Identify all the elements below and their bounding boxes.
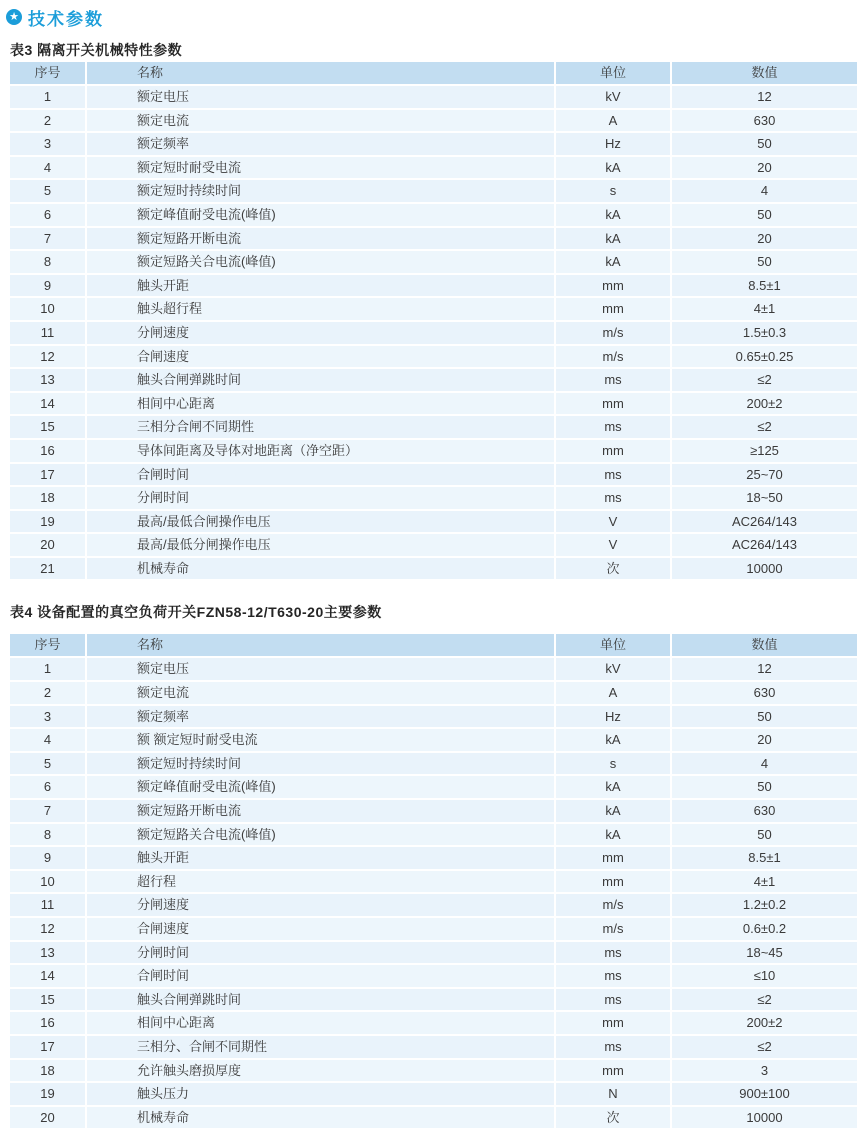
table-cell: mm — [555, 392, 671, 416]
table-cell: s — [555, 179, 671, 203]
table-cell: 19 — [10, 510, 86, 534]
table-cell: mm — [555, 846, 671, 870]
table-cell: 14 — [10, 964, 86, 988]
table-row — [10, 109, 857, 133]
table-cell: 20 — [671, 156, 857, 180]
table-cell: 最高/最低合闸操作电压 — [86, 510, 555, 534]
table-row — [10, 486, 857, 510]
table-cell: kV — [555, 85, 671, 109]
table-cell: ≤10 — [671, 964, 857, 988]
table-cell: A — [555, 681, 671, 705]
table-row — [10, 392, 857, 416]
table-cell: mm — [555, 870, 671, 894]
table-header-row — [10, 62, 857, 85]
table-cell: 4 — [671, 179, 857, 203]
table-cell: 额定电压 — [86, 85, 555, 109]
table-cell: ms — [555, 415, 671, 439]
table-row — [10, 415, 857, 439]
table-cell: 额定电压 — [86, 657, 555, 681]
table-row — [10, 1011, 857, 1035]
table-cell: 1 — [10, 85, 86, 109]
table-cell: 13 — [10, 368, 86, 392]
table-cell: kA — [555, 775, 671, 799]
table-cell: 3 — [10, 705, 86, 729]
table-cell: 25~70 — [671, 463, 857, 487]
table-cell: 50 — [671, 775, 857, 799]
table-cell: Hz — [555, 132, 671, 156]
table-cell: kA — [555, 728, 671, 752]
table-cell: 9 — [10, 274, 86, 298]
table-row — [10, 368, 857, 392]
table-row — [10, 227, 857, 251]
table-cell: s — [555, 752, 671, 776]
table-cell: 3 — [671, 1059, 857, 1083]
table-cell: 0.65±0.25 — [671, 345, 857, 369]
table-cell: ms — [555, 941, 671, 965]
table-row — [10, 799, 857, 823]
table-cell: 3 — [10, 132, 86, 156]
table-cell: 7 — [10, 227, 86, 251]
table-cell: 15 — [10, 988, 86, 1012]
table-cell: ≤2 — [671, 415, 857, 439]
table-cell: 4±1 — [671, 297, 857, 321]
table-cell: 额定电流 — [86, 681, 555, 705]
column-header: 单位 — [555, 634, 671, 657]
table-cell: 19 — [10, 1082, 86, 1106]
table-row — [10, 657, 857, 681]
table-cell: 1 — [10, 657, 86, 681]
table-cell: 200±2 — [671, 392, 857, 416]
table-cell: kA — [555, 227, 671, 251]
table-cell: 630 — [671, 681, 857, 705]
table-cell: 4 — [671, 752, 857, 776]
table-cell: 最高/最低分闸操作电压 — [86, 533, 555, 557]
table-cell: 50 — [671, 705, 857, 729]
table-row — [10, 250, 857, 274]
table-cell: 13 — [10, 941, 86, 965]
table-cell: mm — [555, 1011, 671, 1035]
table-cell: ms — [555, 463, 671, 487]
table-row — [10, 941, 857, 965]
table-row — [10, 510, 857, 534]
table-cell: 6 — [10, 203, 86, 227]
table-cell: 50 — [671, 823, 857, 847]
table-row — [10, 463, 857, 487]
table-header-row — [10, 634, 857, 657]
table-cell: 4 — [10, 156, 86, 180]
table-cell: 额定峰值耐受电流(峰值) — [86, 775, 555, 799]
table-cell: AC264/143 — [671, 533, 857, 557]
table-cell: ms — [555, 486, 671, 510]
table-cell: 分闸速度 — [86, 321, 555, 345]
table-cell: ms — [555, 1035, 671, 1059]
table-cell: 18~45 — [671, 941, 857, 965]
table4-caption: 表4 设备配置的真空负荷开关FZN58-12/T630-20主要参数 — [10, 604, 382, 621]
column-header: 单位 — [555, 62, 671, 85]
table-cell: 1.5±0.3 — [671, 321, 857, 345]
table-row — [10, 1106, 857, 1130]
table-cell: ms — [555, 988, 671, 1012]
table-cell: 630 — [671, 799, 857, 823]
table-cell: mm — [555, 439, 671, 463]
table-cell: 超行程 — [86, 870, 555, 894]
table-cell: 12 — [10, 917, 86, 941]
table-row — [10, 533, 857, 557]
table3-caption: 表3 隔离开关机械特性参数 — [10, 42, 183, 58]
table-cell: kA — [555, 823, 671, 847]
table-cell: 触头压力 — [86, 1082, 555, 1106]
table-row — [10, 870, 857, 894]
page-title-row — [6, 6, 857, 28]
table-cell: 20 — [10, 533, 86, 557]
table-cell: 200±2 — [671, 1011, 857, 1035]
table-cell: 20 — [10, 1106, 86, 1130]
table-cell: 导体间距离及导体对地距离（净空距） — [86, 439, 555, 463]
table-cell: 4 — [10, 728, 86, 752]
table-cell: 16 — [10, 439, 86, 463]
table-row — [10, 439, 857, 463]
table-cell: 16 — [10, 1011, 86, 1035]
table-cell: 允许触头磨损厚度 — [86, 1059, 555, 1083]
table-cell: 50 — [671, 250, 857, 274]
table-cell: kA — [555, 799, 671, 823]
table-cell: m/s — [555, 893, 671, 917]
table-cell: ≤2 — [671, 368, 857, 392]
table-row — [10, 321, 857, 345]
table-cell: 分闸时间 — [86, 941, 555, 965]
table-cell: 0.6±0.2 — [671, 917, 857, 941]
table-cell: 额定频率 — [86, 132, 555, 156]
table-cell: 2 — [10, 109, 86, 133]
table-cell: mm — [555, 274, 671, 298]
table-row — [10, 1035, 857, 1059]
table-cell: 合闸速度 — [86, 917, 555, 941]
table-cell: ≤2 — [671, 988, 857, 1012]
table-row — [10, 728, 857, 752]
star-badge-icon: ★ — [6, 9, 22, 25]
column-header: 序号 — [10, 634, 86, 657]
table-cell: 三相分合闸不同期性 — [86, 415, 555, 439]
table-row — [10, 893, 857, 917]
table-cell: 17 — [10, 1035, 86, 1059]
table-cell: ms — [555, 368, 671, 392]
table-cell: 额定峰值耐受电流(峰值) — [86, 203, 555, 227]
table-cell: 11 — [10, 893, 86, 917]
table-cell: 额定短时持续时间 — [86, 752, 555, 776]
table-cell: ms — [555, 964, 671, 988]
table-cell: 20 — [671, 227, 857, 251]
table-cell: 相间中心距离 — [86, 392, 555, 416]
table-row — [10, 988, 857, 1012]
table-row — [10, 1082, 857, 1106]
table-cell: 合闸时间 — [86, 964, 555, 988]
table-cell: V — [555, 510, 671, 534]
table-cell: 10000 — [671, 557, 857, 581]
table-cell: 8.5±1 — [671, 274, 857, 298]
table-cell: 额定电流 — [86, 109, 555, 133]
table-cell: 17 — [10, 463, 86, 487]
page-title: 技术参数 — [28, 9, 104, 29]
table-cell: 额定短路开断电流 — [86, 227, 555, 251]
table-cell: V — [555, 533, 671, 557]
table-cell: 9 — [10, 846, 86, 870]
table-row — [10, 132, 857, 156]
table-cell: 630 — [671, 109, 857, 133]
table-cell: 20 — [671, 728, 857, 752]
table-cell: mm — [555, 297, 671, 321]
table-cell: A — [555, 109, 671, 133]
table-cell: 8 — [10, 823, 86, 847]
table-cell: 触头合闸弹跳时间 — [86, 368, 555, 392]
table-row — [10, 775, 857, 799]
table-cell: kA — [555, 250, 671, 274]
table-cell: 5 — [10, 752, 86, 776]
table-cell: 合闸时间 — [86, 463, 555, 487]
column-header: 数值 — [671, 634, 857, 657]
table-cell: 10000 — [671, 1106, 857, 1130]
table-cell: 8.5±1 — [671, 846, 857, 870]
table-cell: 额定频率 — [86, 705, 555, 729]
column-header: 名称 — [86, 62, 555, 85]
table-cell: 14 — [10, 392, 86, 416]
table-cell: 额定短路开断电流 — [86, 799, 555, 823]
table-cell: 4±1 — [671, 870, 857, 894]
table-row — [10, 179, 857, 203]
table-cell: kA — [555, 156, 671, 180]
table-cell: 18 — [10, 1059, 86, 1083]
table-cell: kV — [555, 657, 671, 681]
table-cell: 18 — [10, 486, 86, 510]
table-row — [10, 345, 857, 369]
table-row — [10, 203, 857, 227]
table-cell: 10 — [10, 297, 86, 321]
table-row — [10, 917, 857, 941]
table-cell: 7 — [10, 799, 86, 823]
table-cell: 11 — [10, 321, 86, 345]
table-row — [10, 681, 857, 705]
table-cell: 触头合闸弹跳时间 — [86, 988, 555, 1012]
table-cell: ≥125 — [671, 439, 857, 463]
table-cell: 额定短时持续时间 — [86, 179, 555, 203]
table-cell: m/s — [555, 917, 671, 941]
table-row — [10, 846, 857, 870]
table-cell: 50 — [671, 203, 857, 227]
table-row — [10, 964, 857, 988]
table-cell: mm — [555, 1059, 671, 1083]
table-cell: 分闸速度 — [86, 893, 555, 917]
table-cell: 次 — [555, 1106, 671, 1130]
table-cell: 6 — [10, 775, 86, 799]
table-cell: 合闸速度 — [86, 345, 555, 369]
table-cell: m/s — [555, 345, 671, 369]
table-cell: AC264/143 — [671, 510, 857, 534]
table-cell: 触头开距 — [86, 274, 555, 298]
table-row — [10, 85, 857, 109]
table-cell: 机械寿命 — [86, 1106, 555, 1130]
table-row — [10, 557, 857, 581]
table-cell: N — [555, 1082, 671, 1106]
table-cell: m/s — [555, 321, 671, 345]
table-cell: 900±100 — [671, 1082, 857, 1106]
table-cell: 1.2±0.2 — [671, 893, 857, 917]
table-row — [10, 705, 857, 729]
table-cell: 相间中心距离 — [86, 1011, 555, 1035]
table-row — [10, 1059, 857, 1083]
table-cell: kA — [555, 203, 671, 227]
table-cell: 额定短路关合电流(峰值) — [86, 823, 555, 847]
table-row — [10, 823, 857, 847]
table4-vacuum-load-switch-parameters — [10, 634, 857, 1130]
column-header: 序号 — [10, 62, 86, 85]
table-cell: 分闸时间 — [86, 486, 555, 510]
table-row — [10, 274, 857, 298]
table-cell: Hz — [555, 705, 671, 729]
table-cell: 50 — [671, 132, 857, 156]
table-cell: 机械寿命 — [86, 557, 555, 581]
table-cell: 18~50 — [671, 486, 857, 510]
table-row — [10, 156, 857, 180]
table-cell: 12 — [10, 345, 86, 369]
column-header: 数值 — [671, 62, 857, 85]
table-cell: 三相分、合闸不同期性 — [86, 1035, 555, 1059]
table-row — [10, 297, 857, 321]
table-cell: 15 — [10, 415, 86, 439]
table-cell: 额定短时耐受电流 — [86, 156, 555, 180]
table-cell: 12 — [671, 657, 857, 681]
column-header: 名称 — [86, 634, 555, 657]
table-cell: 触头超行程 — [86, 297, 555, 321]
table-cell: 额定短路关合电流(峰值) — [86, 250, 555, 274]
table-cell: 21 — [10, 557, 86, 581]
table-cell: ≤2 — [671, 1035, 857, 1059]
table-cell: 8 — [10, 250, 86, 274]
table-cell: 12 — [671, 85, 857, 109]
table-cell: 5 — [10, 179, 86, 203]
table-cell: 触头开距 — [86, 846, 555, 870]
table-row — [10, 752, 857, 776]
table-cell: 额 额定短时耐受电流 — [86, 728, 555, 752]
table-cell: 2 — [10, 681, 86, 705]
table3-mechanical-parameters — [10, 62, 857, 581]
table-cell: 次 — [555, 557, 671, 581]
table-cell: 10 — [10, 870, 86, 894]
